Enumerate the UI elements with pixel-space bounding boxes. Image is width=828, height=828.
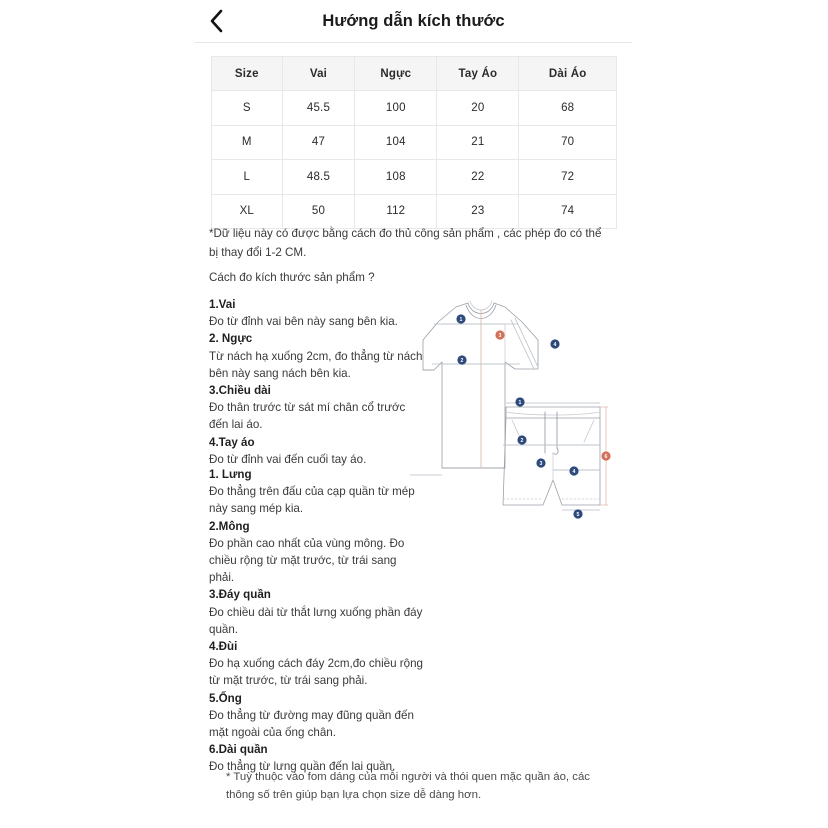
cell-vai: 48.5	[282, 160, 355, 195]
marker-pants-2	[517, 435, 526, 444]
marker-shirt-4	[550, 339, 559, 348]
cell-size: XL	[212, 194, 283, 229]
column-header-size: Size	[212, 57, 283, 91]
pants-step-desc-5: Đo thẳng từ đường may đũng quần đến mặt ngoài của ống chân.	[209, 708, 414, 740]
top-bar	[195, 0, 632, 42]
pants-step-desc-6: Đo thẳng từ lưng quần đến lai quần.	[209, 760, 396, 774]
tshirt-shorts-measurement-diagram	[410, 290, 625, 535]
cell-size: M	[212, 125, 283, 160]
cell-dai-ao: 74	[519, 194, 617, 229]
size-chart-table	[211, 56, 617, 229]
table-row	[212, 91, 617, 126]
table-row	[212, 160, 617, 195]
svg-text:1: 1	[459, 316, 463, 323]
pants-step-title-6: 6.Dài quần	[209, 743, 268, 757]
table-header-row	[212, 57, 617, 91]
cell-nguc: 112	[355, 194, 437, 229]
cell-tay-ao: 21	[437, 125, 519, 160]
cell-tay-ao: 22	[437, 160, 519, 195]
marker-shirt-2	[457, 355, 466, 364]
pants-step-title-2: 2.Mông	[209, 519, 250, 533]
cell-dai-ao: 70	[519, 125, 617, 160]
svg-text:3: 3	[498, 332, 502, 339]
cell-vai: 47	[282, 125, 355, 160]
marker-pants-3	[536, 458, 545, 467]
svg-text:4: 4	[572, 468, 576, 475]
fit-disclaimer: * Tuỳ thuộc vào fom dáng của mỗi người và thói quen mặc quần áo, các thông số trên giúp bạn lựa chọn size dễ dàng hơn.	[226, 771, 590, 801]
marker-shirt-1	[456, 314, 465, 323]
svg-text:1: 1	[518, 399, 522, 406]
shirt-step-desc-3: Đo thân trước từ sát mí chân cổ trước đến lai áo.	[209, 401, 406, 432]
how-to-measure-question: Cách đo kích thước sản phẩm ?	[209, 271, 375, 284]
pants-step-title-3: 3.Đáy quần	[209, 588, 271, 602]
svg-text:3: 3	[539, 460, 543, 467]
column-header-tay-ao: Tay Áo	[437, 57, 519, 91]
pants-step-desc-2: Đo phần cao nhất của vùng mông. Đo chiều rộng từ mặt trước, từ trái sang phải.	[209, 536, 405, 585]
pants-step-title-1: 1. Lưng	[209, 468, 252, 481]
table-row	[212, 125, 617, 160]
cell-size: L	[212, 160, 283, 195]
svg-text:2: 2	[520, 437, 524, 444]
shirt-step-title-2: 2. Ngực	[209, 332, 253, 346]
shirt-step-desc-2: Từ nách hạ xuống 2cm, đo thẳng từ nách bên này sang nách bên kia.	[209, 349, 423, 380]
cell-tay-ao: 23	[437, 194, 519, 229]
column-header-dai-ao: Dài Áo	[519, 57, 617, 91]
page-title: Hướng dẫn kích thước	[322, 11, 505, 30]
cell-nguc: 108	[355, 160, 437, 195]
pants-step-desc-3: Đo chiều dài từ thắt lưng xuống phần đáy quần.	[209, 605, 423, 636]
cell-vai: 50	[282, 194, 355, 229]
marker-pants-4	[569, 466, 578, 475]
svg-text:4: 4	[553, 341, 557, 348]
marker-shirt-3	[495, 330, 504, 339]
cell-nguc: 100	[355, 91, 437, 126]
marker-pants-6	[601, 451, 610, 460]
pants-step-desc-4: Đo hạ xuống cách đáy 2cm,đo chiều rộng từ mặt trước, từ trái sang phải.	[209, 657, 423, 688]
shirt-step-title-3: 3.Chiều dài	[209, 384, 271, 398]
cell-nguc: 104	[355, 125, 437, 160]
marker-pants-5	[573, 509, 582, 518]
shirt-step-title-4: 4.Tay áo	[209, 435, 255, 449]
shirt-step-title-1: 1.Vai	[209, 298, 236, 311]
header-divider	[195, 42, 632, 43]
marker-pants-1	[515, 397, 524, 406]
svg-text:6: 6	[604, 453, 608, 460]
cell-dai-ao: 72	[519, 160, 617, 195]
shirt-step-desc-4: Đo từ đỉnh vai đến cuối tay áo.	[209, 452, 367, 466]
column-header-vai: Vai	[282, 57, 355, 91]
svg-text:2: 2	[460, 357, 464, 364]
pants-measure-guide	[209, 466, 424, 776]
pants-step-title-5: 5.Ống	[209, 691, 242, 705]
cell-tay-ao: 20	[437, 91, 519, 126]
column-header-nguc: Ngực	[355, 57, 437, 91]
shirt-step-desc-1: Đo từ đỉnh vai bên này sang bên kia.	[209, 315, 398, 329]
cell-dai-ao: 68	[519, 91, 617, 126]
cell-size: S	[212, 91, 283, 126]
cell-vai: 45.5	[282, 91, 355, 126]
pants-step-title-4: 4.Đùi	[209, 640, 238, 654]
measurement-disclaimer: *Dữ liệu này có được bằng cách đo thủ công sản phẩm , các phép đo có thể bị thay đổi 1-2 CM.	[209, 227, 602, 259]
pants-step-desc-1: Đo thẳng trên đấu của cạp quần từ mép này sang mép kia.	[209, 485, 415, 516]
svg-text:5: 5	[576, 511, 580, 518]
shirt-measure-guide	[209, 296, 424, 468]
